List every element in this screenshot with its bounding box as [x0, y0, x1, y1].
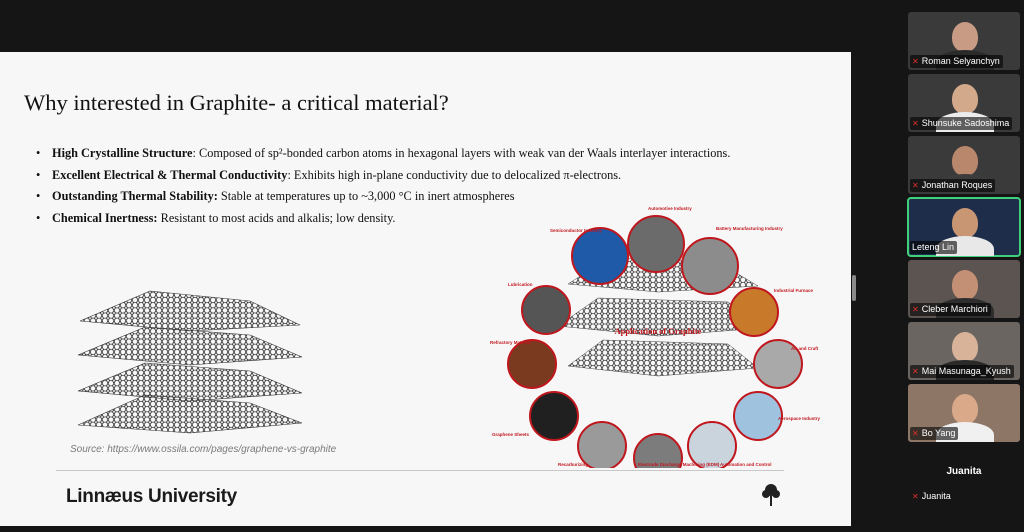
svg-text:Aerospace Industry: Aerospace Industry — [778, 416, 821, 421]
participant-video — [952, 394, 978, 424]
svg-text:Recarburizing: Recarburizing — [558, 462, 589, 467]
svg-text:Graphene Sheets: Graphene Sheets — [492, 432, 530, 437]
participant-video — [952, 146, 978, 176]
participant-tile[interactable] — [908, 74, 1020, 132]
slide-title: Why interested in Graphite- a critical material? — [24, 90, 449, 115]
mic-off-icon: ✕ — [912, 367, 919, 376]
university-logo-text: Linnæus University — [66, 486, 237, 507]
mic-off-icon: ✕ — [912, 492, 919, 501]
participant-tile-active-speaker[interactable] — [908, 198, 1020, 256]
participant-tile[interactable] — [908, 136, 1020, 194]
participant-video — [952, 22, 978, 52]
svg-text:Electrode Discharge Machining: Electrode Discharge Machining (EDM) — [638, 462, 720, 467]
bullet-item: • Outstanding Thermal Stability: Stable at temperatures up to ~3,000 °C in inert atmospheres — [36, 187, 730, 209]
shared-slide — [0, 52, 851, 526]
participant-tile[interactable] — [908, 260, 1020, 318]
mic-off-icon: ✕ — [912, 119, 919, 128]
participant-video — [952, 84, 978, 114]
participant-tile[interactable] — [908, 384, 1020, 442]
graphite-applications-figure — [488, 168, 823, 468]
participant-tile[interactable] — [908, 322, 1020, 380]
svg-text:Semiconductor Industry: Semiconductor Industry — [550, 228, 602, 233]
svg-text:Automation and Control: Automation and Control — [720, 462, 772, 467]
participant-name-label: ✕ Jonathan Roques — [910, 179, 995, 192]
audio-only-participant-heading: Juanita — [946, 466, 982, 477]
mic-off-icon: ✕ — [912, 57, 919, 66]
application-center-label: Application of Graphite — [614, 326, 702, 336]
mic-off-icon: ✕ — [912, 181, 919, 190]
bullet-item: • Excellent Electrical & Thermal Conductivity: Exhibits high in-plane conductivity due to delocalized π-electrons. — [36, 166, 730, 188]
graphite-layers-image — [60, 287, 310, 437]
participant-name-label: Leteng Lin — [910, 241, 957, 254]
bullet-item: • Chemical Inertness: Resistant to most acids and alkalis; low density. — [36, 209, 730, 231]
svg-text:Lubrication: Lubrication — [508, 282, 533, 287]
svg-text:Industrial Furnace: Industrial Furnace — [774, 288, 814, 293]
participant-video — [952, 332, 978, 362]
participant-name-label: ✕ Cleber Marchiori — [910, 303, 991, 316]
mic-off-icon: ✕ — [912, 429, 919, 438]
bullet-item: • High Crystalline Structure: Composed of sp²-bonded carbon atoms in hexagonal layers with weak van der Waals interlayer interactions. — [36, 144, 730, 166]
participant-name-label: ✕ Roman Selyanchyn — [910, 55, 1003, 68]
participant-name-label: ✕ Mai Masunaga_Kyush — [910, 365, 1014, 378]
tree-logo-icon — [760, 482, 782, 508]
svg-text:Air and Craft: Air and Craft — [791, 346, 819, 351]
audio-only-participant-entry[interactable]: ✕ Juanita — [912, 491, 951, 501]
participant-tile[interactable] — [908, 12, 1020, 70]
footer-divider — [56, 470, 784, 471]
participant-video — [952, 270, 978, 300]
image-source-caption: Source: https://www.ossila.com/pages/graphene-vs-graphite — [70, 444, 337, 455]
participant-name-label: ✕ Shunsuke Sadoshima — [910, 117, 1012, 130]
svg-text:Refractory Material: Refractory Material — [490, 340, 531, 345]
participant-video — [952, 208, 978, 238]
participant-name-label: ✕ Bo Yang — [910, 427, 958, 440]
mic-off-icon: ✕ — [912, 305, 919, 314]
splitter-handle[interactable] — [852, 275, 856, 301]
svg-text:Battery Manufacturing Industry: Battery Manufacturing Industry — [716, 226, 783, 231]
svg-text:Automotive Industry: Automotive Industry — [648, 206, 692, 211]
